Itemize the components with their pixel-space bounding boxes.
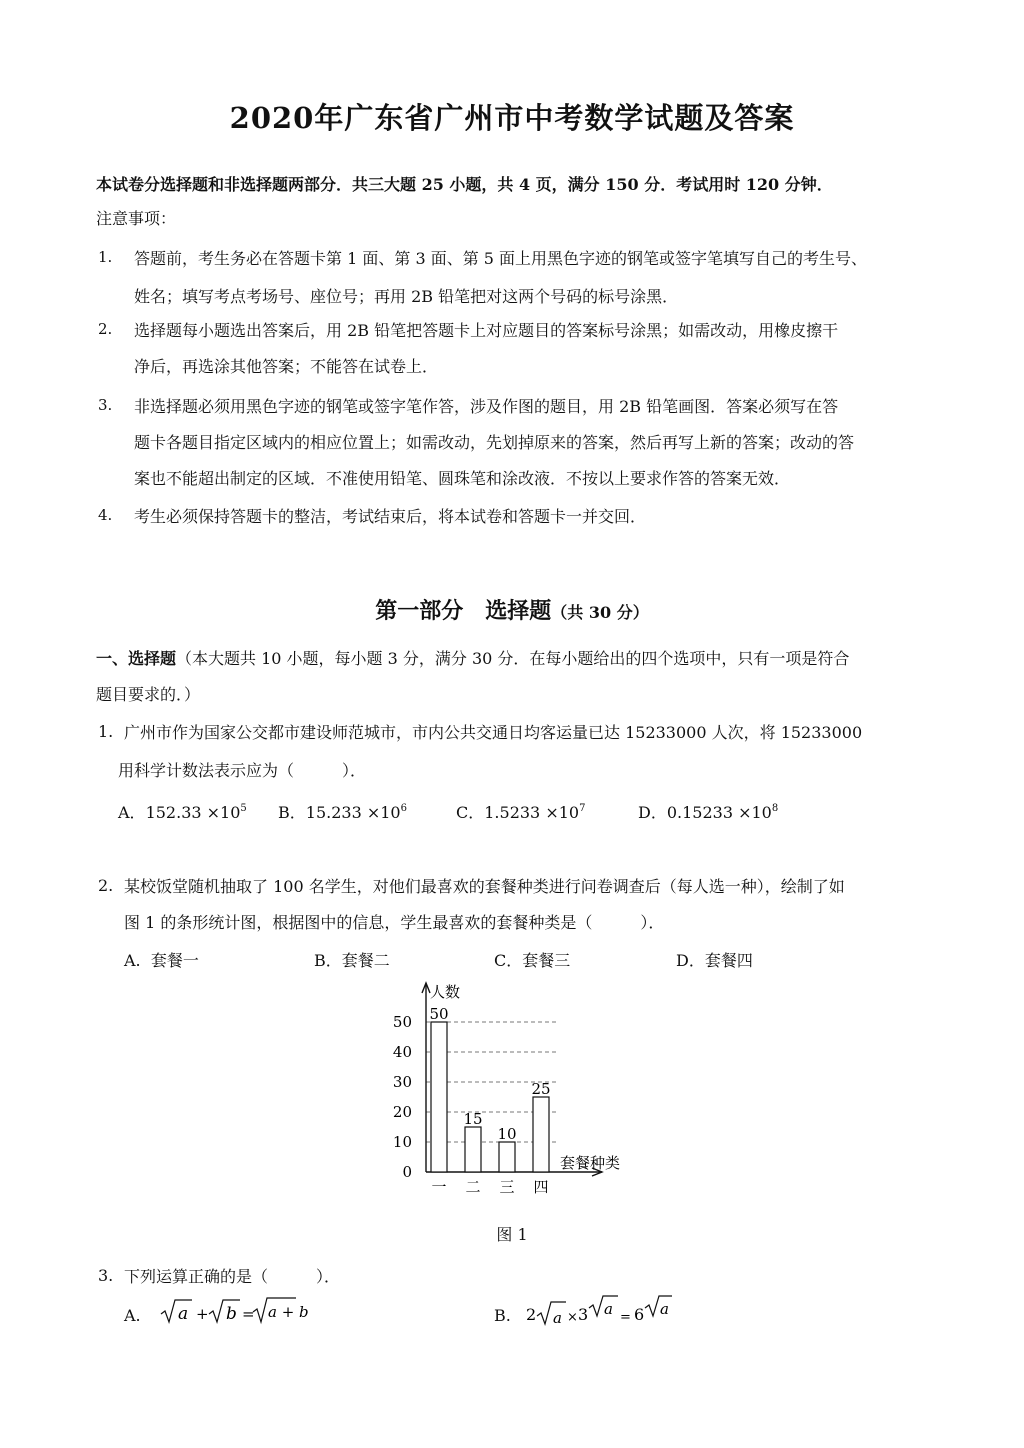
q1-option-b-exp: 6	[400, 803, 407, 814]
q1-option-d-value: 0.15233 ×10	[666, 803, 772, 822]
q3-a-eq: =	[242, 1305, 255, 1323]
q3-a-plus: +	[196, 1305, 209, 1323]
q1-option-d[interactable]	[638, 800, 778, 823]
q3-stem: 下列运算正确的是（ ）．	[124, 1267, 341, 1286]
q2-option-a-label: A.	[124, 951, 141, 970]
q3-b-rad3: a	[660, 1300, 669, 1318]
y-tick-label-20: 20	[392, 1103, 412, 1121]
part1-subtitle: （共 30 分）	[551, 603, 649, 622]
q1-option-b[interactable]	[278, 800, 407, 823]
y-tick-label-10: 10	[392, 1133, 412, 1151]
q2-line2: 图 1 的条形统计图，根据图中的信息，学生最喜欢的套餐种类是（ ）．	[124, 913, 665, 932]
q1-option-a-value: 152.33 ×10	[145, 803, 241, 822]
notice-4-line1: 考生必须保持答题卡的整洁，考试结束后，将本试卷和答题卡一并交回．	[134, 507, 647, 526]
exam-intro: 本试卷分选择题和非选择题两部分．共三大题 25 小题，共 4 页，满分 150 分．考试用时 120 分钟．	[96, 175, 833, 194]
bar-data-label-3: 10	[497, 1125, 517, 1143]
x-tick-label-1: 一	[431, 1178, 447, 1196]
q2-line1: 某校饭堂随机抽取了 100 名学生，对他们最喜欢的套餐种类进行问卷调查后（每人选一种），绘制了如	[124, 877, 845, 896]
q3-b-rad1: a	[553, 1309, 562, 1327]
q3-b-coef1: 2	[526, 1305, 537, 1324]
bar-1	[431, 1022, 447, 1172]
notice-4-number: 4.	[98, 506, 113, 524]
bar-data-label-2: 15	[463, 1110, 483, 1128]
y-tick-label-30: 30	[392, 1073, 412, 1091]
q1-line1: 广州市作为国家公交都市建设师范城市，市内公共交通日均客运量已达 15233000 人次，将 15233000	[124, 723, 863, 742]
q2-option-b-value: 套餐二	[341, 951, 390, 970]
q2-option-a[interactable]	[124, 948, 199, 971]
q2-option-b-label: B．	[314, 951, 342, 970]
notice-1-line1: 答题前，考生务必在答题卡第 1 面、第 3 面、第 5 面上用黑色字迹的钢笔或签字笔填写自己的考生号、	[134, 249, 868, 268]
notice-1-number: 1.	[98, 248, 113, 266]
q2-option-d[interactable]	[676, 948, 753, 971]
q3-a-term1: a	[178, 1304, 189, 1324]
bar-3	[499, 1142, 515, 1172]
bar-chart	[380, 975, 650, 1200]
q2-option-d-label: D．	[676, 951, 705, 970]
q2-option-c-label: C．	[494, 951, 523, 970]
q2-option-b[interactable]	[314, 948, 390, 971]
x-tick-label-2: 二	[465, 1178, 481, 1196]
notice-heading: 注意事项：	[96, 209, 177, 228]
q1-option-a-exp: 5	[240, 803, 247, 814]
figure-caption: 图 1	[496, 1225, 528, 1244]
q3-option-a-formula	[158, 1294, 309, 1330]
y-axis-title: 人数	[430, 983, 461, 1001]
x-axis-title: 套餐种类	[560, 1154, 621, 1172]
bar-data-label-1: 50	[429, 1005, 449, 1023]
q3-option-a-label[interactable]: A.	[124, 1306, 141, 1325]
q3-b-coef3: 6	[634, 1305, 645, 1324]
notice-2-number: 2.	[98, 320, 113, 338]
q1-option-a-label: A．	[118, 803, 146, 822]
section1-instructions	[96, 646, 849, 669]
notice-2-line2: 净后，再选涂其他答案；不能答在试卷上．	[134, 357, 439, 376]
q3-a-term2: b	[226, 1304, 237, 1324]
q1-option-d-label: D．	[638, 803, 667, 822]
q3-b-coef2: 3	[578, 1305, 589, 1324]
q1-option-c-value: 1.5233 ×10	[484, 803, 580, 822]
q3-a-term3: a + b	[268, 1303, 309, 1321]
q2-option-c[interactable]	[494, 948, 570, 971]
section1-text2: 题目要求的．）	[96, 685, 201, 704]
q2-option-c-value: 套餐三	[522, 951, 571, 970]
q3-option-b-label[interactable]: B.	[494, 1306, 511, 1325]
bar-data-label-4: 25	[531, 1080, 551, 1098]
q1-option-c-exp: 7	[579, 803, 586, 814]
y-tick-label-50: 50	[392, 1013, 412, 1031]
part1-heading	[0, 594, 1024, 625]
x-tick-label-3: 三	[499, 1178, 515, 1196]
q1-option-c-label: C．	[456, 803, 485, 822]
bar-4	[533, 1097, 549, 1172]
x-tick-label-4: 四	[533, 1178, 549, 1196]
q3-b-rad2: a	[604, 1300, 613, 1318]
q3-number: 3.	[98, 1266, 114, 1285]
section1-text: （本大题共 10 小题，每小题 3 分，满分 30 分．在每小题给出的四个选项中，只有一项是符合	[176, 649, 850, 668]
notice-3-number: 3.	[98, 396, 113, 414]
q1-option-d-exp: 8	[771, 803, 779, 814]
q2-option-a-value: 套餐一	[150, 951, 199, 970]
q1-option-c[interactable]	[456, 800, 585, 823]
notice-3-line1: 非选择题必须用黑色字迹的钢笔或签字笔作答，涉及作图的题目，用 2B 铅笔画图．答案必须写在答	[134, 397, 839, 416]
bar-2	[465, 1127, 481, 1172]
notice-2-line1: 选择题每小题选出答案后，用 2B 铅笔把答题卡上对应题目的答案标号涂黑；如需改动，用橡皮擦干	[134, 321, 839, 340]
y-tick-label-40: 40	[392, 1043, 412, 1061]
part1-title: 第一部分 选择题	[375, 598, 552, 624]
q1-option-b-value: 15.233 ×10	[305, 803, 401, 822]
section1-label: 一、选择题	[96, 649, 177, 668]
q1-line2: 用科学计数法表示应为（ ）．	[118, 761, 367, 780]
q1-option-a[interactable]	[118, 800, 247, 823]
notice-3-line3: 案也不能超出制定的区域．不准使用铅笔、圆珠笔和涂改液．不按以上要求作答的答案无效．	[134, 469, 791, 488]
q3-option-b-formula	[524, 1294, 674, 1330]
notice-1-line2: 姓名；填写考点考场号、座位号；再用 2B 铅笔把对这两个号码的标号涂黑．	[134, 287, 679, 306]
q3-b-eq: =	[620, 1310, 631, 1325]
q1-option-b-label: B．	[278, 803, 306, 822]
document-title: 2020年广东省广州市中考数学试题及答案	[229, 101, 795, 135]
q2-option-d-value: 套餐四	[704, 951, 753, 970]
y-tick-label-0: 0	[402, 1163, 412, 1181]
q3-b-times: ×	[567, 1310, 578, 1325]
notice-3-line2: 题卡各题目指定区域内的相应位置上；如需改动，先划掉原来的答案，然后再写上新的答案；改动的答	[134, 433, 855, 452]
q2-number: 2.	[98, 876, 114, 895]
q1-number: 1.	[98, 722, 114, 741]
